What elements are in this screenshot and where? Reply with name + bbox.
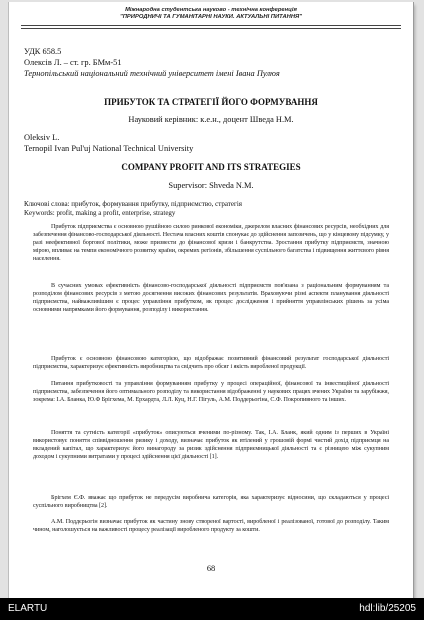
paragraph: Брігхем Є.Ф. вважає що прибуток не передусім виробнича категорія, яка характеризує відносини, що складаються у процесі суспільного виробництва [2]. (33, 495, 389, 510)
affiliation-ua: Тернопільський національний технічний університет імені Івана Пулюя (24, 69, 280, 78)
title-ua: ПРИБУТОК ТА СТРАТЕГІЇ ЙОГО ФОРМУВАННЯ (104, 97, 318, 107)
header-rule (21, 25, 401, 29)
keywords-en: Keywords: profit, making a profit, enterprise, strategy (24, 209, 176, 217)
conference-header-line2: "ПРИРОДНИЧІ ТА ГУМАНІТАРНІ НАУКИ. АКТУАЛЬНІ ПИТАННЯ" (120, 14, 302, 20)
author-en: Oleksiv L. (24, 133, 60, 142)
paragraph: Прибуток підприємства є основною рушійною силою ринкової економіки, джерелом власних фінансових ресурсів, необхідних для забезпечення фінансово-господарської діяльності. Нестача власних коштів спонукає до здійснення запозичень, що у кінцевому підсумку, у разі неефективної боргової політики, може призвести до фінансової кризи і банкрутства. Зростання прибутку підприємств, значною мірою, впливає на темпи економічного розвитку країни, окремих регіонів, збільшення суспільного багатства і підвищення життєвого рівня населення. (33, 224, 389, 263)
author-ua: Олексів Л. – ст. гр. БМм-51 (24, 58, 122, 67)
handle-link[interactable]: hdl:lib/25205 (359, 603, 416, 614)
paragraph: А.М. Поддєрьогін визначає прибуток як частину знову створеної вартості, виробленої і реалізованої, готової до розподілу. Таким чином, наголошується на важливості процесу реалізації виробленого продукту за кошти. (33, 519, 389, 534)
udk-code: УДК 658.5 (24, 47, 62, 56)
supervisor-ua: Науковий керівник: к.е.н., доцент Шведа Н.М. (128, 115, 294, 124)
title-en: COMPANY PROFIT AND ITS STRATEGIES (121, 162, 301, 172)
supervisor-en: Supervisor: Shveda N.M. (168, 181, 254, 190)
paragraph: В сучасних умовах ефективність фінансово-господарської діяльності підприємств пов'язана з раціональним формуванням та розподілом фінансових ресурсів з метою досягнення високих фінансових результатів. Враховуючи різні аспекти планування діяльності підприємства, найважливішим є процес управління прибутком, як процес дослідження і прийняття управлінських рішень за усіма основними напрямками його формування, розподілу і використання. (33, 283, 389, 314)
affiliation-en: Ternopil Ivan Pul'uj National Technical University (24, 144, 194, 153)
repository-name: ELARTU (8, 603, 48, 614)
paragraph: Прибуток є основною фінансовою категорією, що відображає позитивний фінансовий результат господарської діяльності підприємства, характеризує ефективність виробництва та свідчить про обсяг і якість виробленої продукції. (33, 356, 389, 371)
paragraph: Поняття та сутність категорії «прибуток» описуються вченими по-різному. Так, І.А. Бланк, який одним із перших в Україні використовує поняття співвідношення ризику і доходу, визначає прибуток як втілений у грошовій формі чистий дохід підприємця на вкладений капітал, що характеризує його винагороду за ризик здійснення підприємницької діяльності та є різницею між сукупним доходом і сукупними витратами у процесі здійснення цієї діяльності [1]. (33, 430, 389, 461)
document-page (9, 2, 413, 598)
page-number: 68 (206, 564, 216, 573)
keywords-ua: Ключові слова: прибуток, формування прибутку, підприємство, стратегія (24, 200, 242, 208)
conference-header-line1: Міжнародна студентська науково - технічна конференція (125, 7, 297, 13)
repository-footer (0, 598, 424, 620)
paragraph: Питання прибутковості та управління формуванням прибутку у процесі операційної, фінансової та інвестиційної діяльності підприємства, забезпечення його оптимального розподілу та використання відображенні у наукових працях вчених України та зарубіжжя, зокрема: І.А. Бланка, Ю.Ф Брігхема, М. Ерхардта, Л.Л. Куц, Н.Г. Пігуль, А.М. Поддерьогіна, С.Ф. Покропивного та інших. (33, 381, 389, 404)
